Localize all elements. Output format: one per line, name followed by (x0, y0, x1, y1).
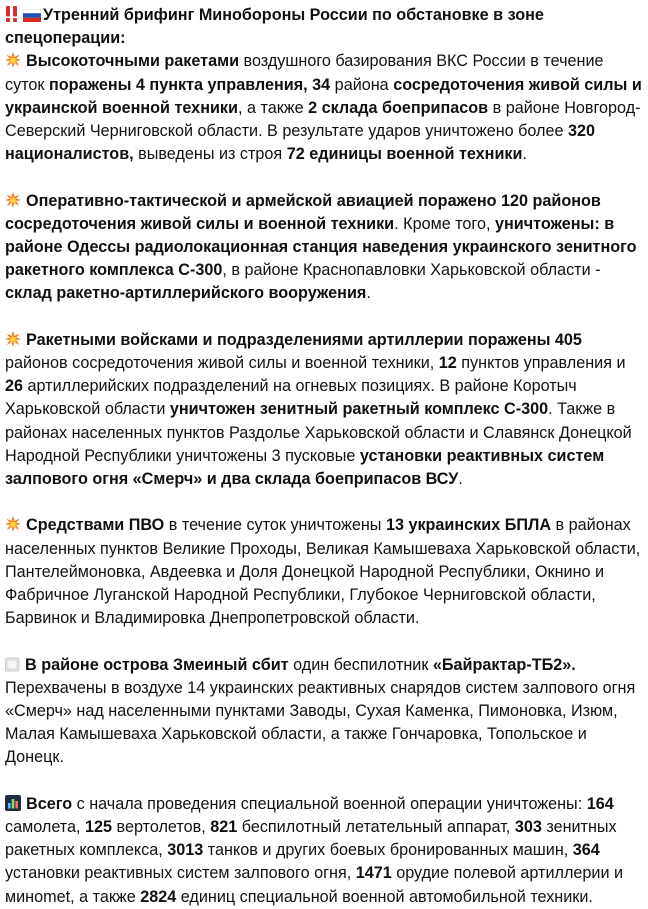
bold-text: 125 (85, 818, 113, 837)
text: артиллерийских подразделений на огневых позициях. В районе Коротыч Харьковской области (5, 377, 577, 419)
bold-text: установки реактивных систем залпового огня «Смерч» и два склада боеприпасов ВСУ (5, 446, 605, 489)
briefing-paragraphs (5, 50, 642, 908)
text: пунктов управления и (456, 354, 626, 373)
briefing-paragraph (5, 514, 642, 630)
bold-text: уничтожен зенитный ракетный комплекс С-300 (169, 400, 549, 419)
bold-text: сосредоточения живой силы и украинской военной техники (5, 75, 642, 117)
text: единиц специальной военной автомобильной техники. (176, 887, 593, 906)
text: зенитных ракетных комплекса, (5, 818, 617, 860)
text: с начала проведения специальной военной операции уничтожены: (72, 794, 587, 813)
text: орудие полевой артиллерии и минomet, а также (5, 864, 624, 906)
bold-text: склад ракетно-артиллерийского вооружения (5, 284, 367, 303)
bold-text: 164 (586, 794, 614, 813)
bold-text: 821 (210, 818, 238, 837)
text: , в районе Краснопавловки Харьковской области - (222, 261, 601, 280)
bold-text: 2824 (140, 887, 177, 906)
bold-text: В районе острова Змеиный сбит (25, 655, 289, 674)
briefing-paragraph (5, 654, 642, 770)
text: выведены из строя (133, 145, 287, 164)
text: в течение суток уничтожены (164, 516, 386, 535)
text: танков и других боевых бронированных машин, (203, 841, 573, 860)
collision-icon (5, 192, 21, 208)
text: . Кроме того, (394, 214, 495, 233)
text: один беспилотник (288, 655, 433, 674)
bold-text: «Байрактар-ТБ2». (432, 655, 576, 674)
text: . Также в районах населенных пунктов Раздолье Харьковской области и Славянск Донецкой Народной Республики уничтожены 3 пусковые (5, 400, 632, 465)
bold-text: 13 украинских БПЛА (385, 516, 552, 535)
collision-icon (5, 52, 21, 68)
collision-icon (5, 516, 21, 532)
bold-text: поражены 4 пункта управления, 34 (49, 75, 331, 94)
briefing-paragraph (5, 190, 642, 306)
text: в районе Новгород-Северский Черниговской области. В результате ударов уничтожено более (5, 98, 641, 141)
text: в районах населенных пунктов Великие Проходы, Великая Камышеваха Харьковской области, Пантелеймоновка, Авдеевка и Доля Донецкой Народной Республики, Окнино и Фабричное Луганской Народной Республики, Глубокое Черниговской области, Барвинок и Владимировка Днепропетровской области. (5, 516, 641, 628)
bar-chart-icon (5, 795, 21, 811)
text: воздушного базирования ВКС России в течение суток (5, 52, 604, 94)
bold-text: Ракетными войсками и подразделениями артиллерии поражены 405 (26, 330, 582, 349)
text: Перехвачены в воздухе 14 украинских реактивных снарядов систем залпового огня «Смерч» над населенными пунктами Заводы, Сухая Каменка, Пимоновка, Изюм, Малая Камышеваха Харьковской области, а также Гончаровка, Топольское и Донецк. (5, 678, 636, 767)
collision-icon (5, 331, 21, 347)
text: районов сосредоточения живой силы и военной техники, (5, 354, 439, 373)
bold-text: Высокоточными ракетами (26, 52, 240, 71)
briefing-paragraph (5, 793, 642, 909)
briefing-paragraph (5, 329, 642, 491)
bold-text: 320 националистов, (5, 122, 596, 164)
text: . (458, 470, 463, 489)
bold-text: 26 (5, 377, 24, 396)
bold-text: 1471 (355, 864, 392, 883)
bold-text: 303 (514, 818, 542, 837)
title-text: Утренний брифинг Минобороны России по обстановке в зоне спецоперации: (5, 6, 544, 48)
bold-text: 72 единицы военной техники (286, 145, 523, 164)
text: беспилотный летательный аппарат, (237, 818, 515, 837)
post-title (5, 4, 642, 50)
bold-text: 2 склада боеприпасов (308, 98, 489, 117)
bold-text: Средствами ПВО (26, 516, 165, 535)
text: установки реактивных систем залпового огня, (5, 864, 356, 883)
text: района (330, 75, 394, 94)
bold-text: Всего (26, 794, 73, 813)
briefing-paragraph (5, 50, 642, 166)
bold-text: 364 (572, 841, 600, 860)
bold-text: уничтожены: в районе Одессы радиолокационная станция наведения украинского зенитного ракетного комплекса С-300 (5, 214, 637, 280)
text: вертолетов, (112, 818, 211, 837)
double-exclamation-icon (5, 6, 18, 22)
text: . (366, 284, 371, 303)
text: самолета, (5, 818, 86, 837)
text: . (522, 145, 527, 164)
bold-text: 12 (438, 354, 457, 373)
text: , а также (237, 98, 309, 117)
bold-text: 3013 (167, 841, 204, 860)
russia-flag-icon (23, 9, 41, 22)
white-square-icon (5, 657, 20, 672)
bold-text: Оперативно-тактической и армейской авиацией поражено 120 районов сосредоточения живой силы и военной техники (5, 191, 601, 233)
